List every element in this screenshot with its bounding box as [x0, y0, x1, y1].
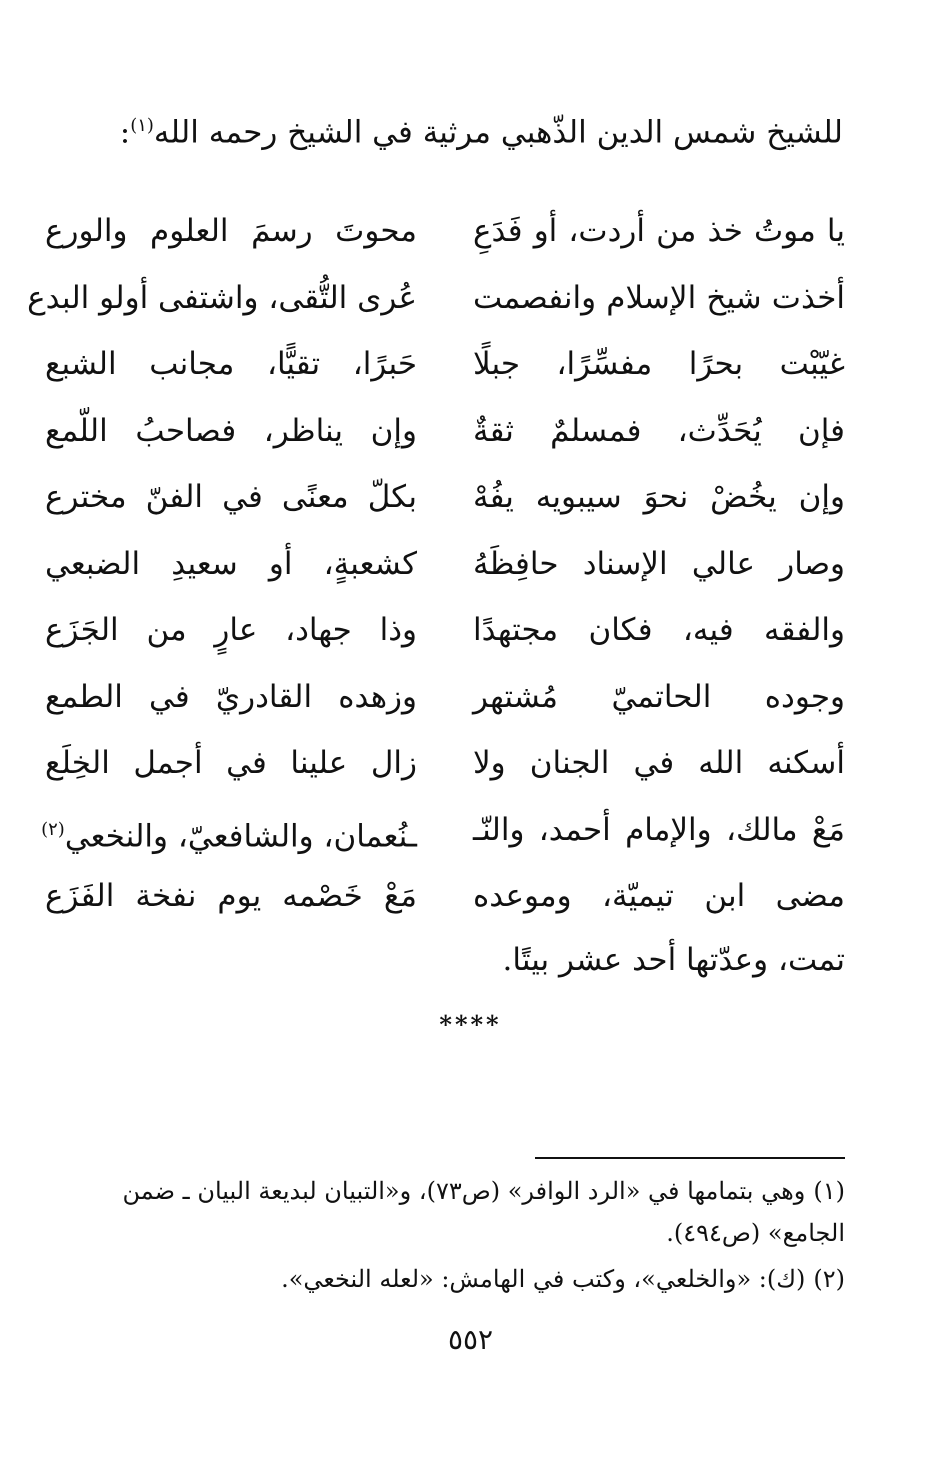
verse-first-hemistich: فإن يُحَدِّث، فمسلمٌ ثقةٌ: [473, 412, 845, 449]
footnote-2: [45, 1258, 845, 1300]
verse-first-hemistich: مضى ابن تيميّة، وموعده: [473, 878, 845, 914]
closing-note: تمت، وعدّتها أحد عشر بيتًا.: [502, 942, 845, 978]
verse-1: [45, 198, 845, 265]
verse-first-hemistich: وجوده الحاتميّ مُشتهر: [473, 678, 845, 715]
poem: [27, 198, 845, 930]
verse-second-hemistich: كشعبةٍ، أو سعيدِ الضبعي: [45, 545, 417, 582]
verse-second-hemistich: وإن يناظر، فصاحبُ اللّمع: [45, 412, 417, 449]
verse-first-hemistich: والفقه فيه، فكان مجتهدًا: [473, 612, 845, 648]
verse-second-hemistich: وزهده القادريّ في الطمع: [45, 678, 417, 715]
verse-5: [45, 464, 845, 531]
footnote-1: [45, 1170, 845, 1254]
heading-colon: :: [119, 114, 131, 151]
verse-first-hemistich: أسكنه الله في الجنان ولا: [473, 745, 845, 781]
verse-second-hemistich: زال علينا في أجمل الخِلَع: [45, 745, 417, 781]
heading-text: للشيخ شمس الدين الذّهبي مرثية في الشيخ رحمه الله: [153, 114, 843, 151]
verse-7: [45, 597, 845, 664]
verse-2: [27, 265, 845, 332]
page-number: ٥٥٢: [447, 1323, 494, 1356]
verse-first-hemistich: غيّبْت بحرًا مفسِّرًا، جبلًا: [473, 346, 845, 382]
verse-second-hemistich: وذا جهاد، عارٍ من الجَزَع: [45, 612, 417, 648]
hemistich-text: ـنُعمان، والشافعيّ، والنخعي: [64, 817, 417, 854]
verse-first-hemistich: وصار عالي الإسناد حافِظَهُ: [473, 545, 845, 582]
footnote-divider: [535, 1157, 845, 1159]
footnote-ref-1: (١): [130, 115, 154, 136]
footnote-text: وهي بتمامها في «الرد الوافر» (ص٧٣)، و«التبيان لبديعة البيان ـ ضمن الجامع» (ص٤٩٤).: [122, 1177, 845, 1247]
footnote-number: (٢): [813, 1265, 845, 1293]
verse-second-hemistich: [41, 797, 417, 869]
verse-first-hemistich: وإن يخُضْ نحوَ سيبويه يفُهْ: [473, 479, 845, 515]
verse-first-hemistich: يا موتُ خذ من أردت، أو فَدَعِ: [473, 213, 845, 249]
verse-6: [45, 531, 845, 598]
footnote-text: (ك): «والخلعي»، وكتب في الهامش: «لعله النخعي».: [281, 1265, 806, 1293]
footnote-number: (١): [813, 1177, 845, 1205]
verse-second-hemistich: محوتَ رسمَ العلوم والورع: [45, 213, 417, 249]
section-heading: [60, 96, 843, 162]
footnote-ref-2: (٢): [41, 818, 65, 840]
verse-first-hemistich: مَعْ مالك، والإمام أحمد، والنّـ: [473, 811, 845, 848]
verse-3: [45, 331, 845, 398]
verse-9: [45, 730, 845, 797]
verse-second-hemistich: بكلّ معنًى في الفنّ مخترع: [45, 479, 417, 515]
footnotes: [45, 1170, 845, 1304]
verse-11: [45, 863, 845, 930]
verse-4: [45, 398, 845, 465]
verse-second-hemistich: عُرى التُّقى، واشتفى أولو البدع: [27, 279, 417, 316]
verse-second-hemistich: حَبرًا، تقيًّا، مجانب الشبع: [45, 346, 417, 382]
verse-first-hemistich: أخذت شيخ الإسلام وانفصمت: [473, 279, 845, 316]
verse-10: [41, 797, 845, 864]
section-separator: ****: [439, 1010, 502, 1039]
verse-second-hemistich: مَعْ خَصْمه يوم نفخة الفَزَع: [45, 878, 417, 914]
verse-8: [45, 664, 845, 731]
